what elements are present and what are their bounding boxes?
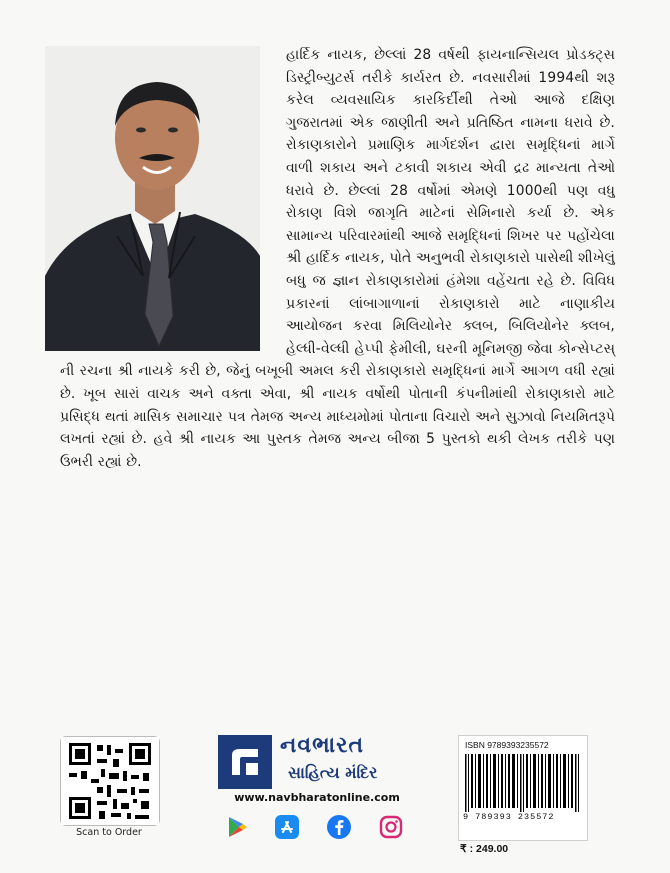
facebook-icon[interactable] — [327, 815, 351, 839]
app-store-icon[interactable] — [275, 815, 299, 839]
back-cover-footer — [0, 725, 670, 873]
isbn-label: ISBN 9789393235572 — [465, 740, 549, 750]
publisher-name: નવભારત — [280, 733, 365, 758]
qr-code[interactable] — [60, 736, 160, 826]
publisher-logo[interactable] — [218, 735, 418, 789]
author-bio — [60, 44, 615, 473]
instagram-icon[interactable] — [379, 815, 403, 839]
google-play-icon[interactable] — [225, 815, 249, 839]
bio-paragraph: હાર્દિક નાયક, છેલ્લાં 28 વર્ષથી ફાયનાન્સિયલ પ્રોડક્ટ્સ ડિસ્ટ્રીબ્યુટર્સ તરીકે કાર્યરત છે. નવસારીમાં 1994થી શરૂ કરેલ વ્યવસાયિક કારકિર્દીથી તેઓ આજે દક્ષિણ ગુજરાતમાં એક જાણીતી અને પ્રતિષ્ઠિત નામના ધરાવે છે. રોકાણકારોને પ્રમાણિક માર્ગદર્શન દ્વારા સમૃદ્ધિનાં માર્ગે વાળી શકાય અને ટકાવી શકાય એવી દ્રઢ માન્યતા તેઓ ધરાવે છે. છેલ્લાં 28 વર્ષોમાં એમણે 1000થી પણ વધુ રોકાણ વિશે જાગૃતિ માટેનાં સેમિનારો કર્યા છે. એક સામાન્ય પરિવારમાંથી આજે સમૃદ્ધિનાં શિખર પર પહોંચેલા શ્રી હાર્દિક નાયક, પોતે અનુભવી રોકાણકારો પાસેથી શીખેલું બધુ જ જ્ઞાન રોકાણકારોમાં હંમેશા વહેંચતા રહે છે. વિવિધ પ્રકારનાં લાંબાગાળાનાં રોકાણકારો માટે નાણાકીય આયોજન કરવા મિલિયોનેર ક્લબ, બિલિયોનેર ક્લબ, હેલ્ધી-વેલ્ધી હેપ્પી ફેમીલી, ઘરની મૂનિમજી જેવા કોન્સેપ્ટસ્ ની રચના શ્રી નાયકે કરી છે, જેનું બખૂબી અમલ કરી રોકાણકારો સમૃદ્ધિનાં માર્ગે આગળ વધી રહ્યાં છે. ખૂબ સારાં વાચક અને વક્તા એવા, શ્રી નાયક વર્ષોથી પોતાની કંપનીમાંથી રોકાણકારો માટે પ્રસિદ્ધ થતાં માસિક સમાચાર પત્ર તેમજ અન્ય માધ્યમોમાં પોતાના વિચારો અને સુઝાવો નિયમિતરૂપે લખતાં રહ્યાં છે. હવે શ્રી નાયક આ પુસ્તક તેમજ અન્ય બીજા 5 પુસ્તકો થકી લેખક તરીકે પણ ઉભરી રહ્યાં છે. — [60, 47, 615, 470]
publisher-subname: સાહિત્ય મંદિર — [288, 763, 378, 782]
barcode-icon — [465, 754, 581, 812]
barcode-digits: 9 789393 235572 — [463, 812, 555, 822]
publisher-mark-icon — [218, 735, 272, 789]
price: ₹ : 249.00 — [460, 843, 509, 855]
publisher-website[interactable]: www.navbharatonline.com — [234, 791, 400, 804]
qr-caption: Scan to Order — [76, 827, 142, 838]
store-links — [217, 815, 417, 841]
isbn-barcode — [458, 735, 588, 841]
